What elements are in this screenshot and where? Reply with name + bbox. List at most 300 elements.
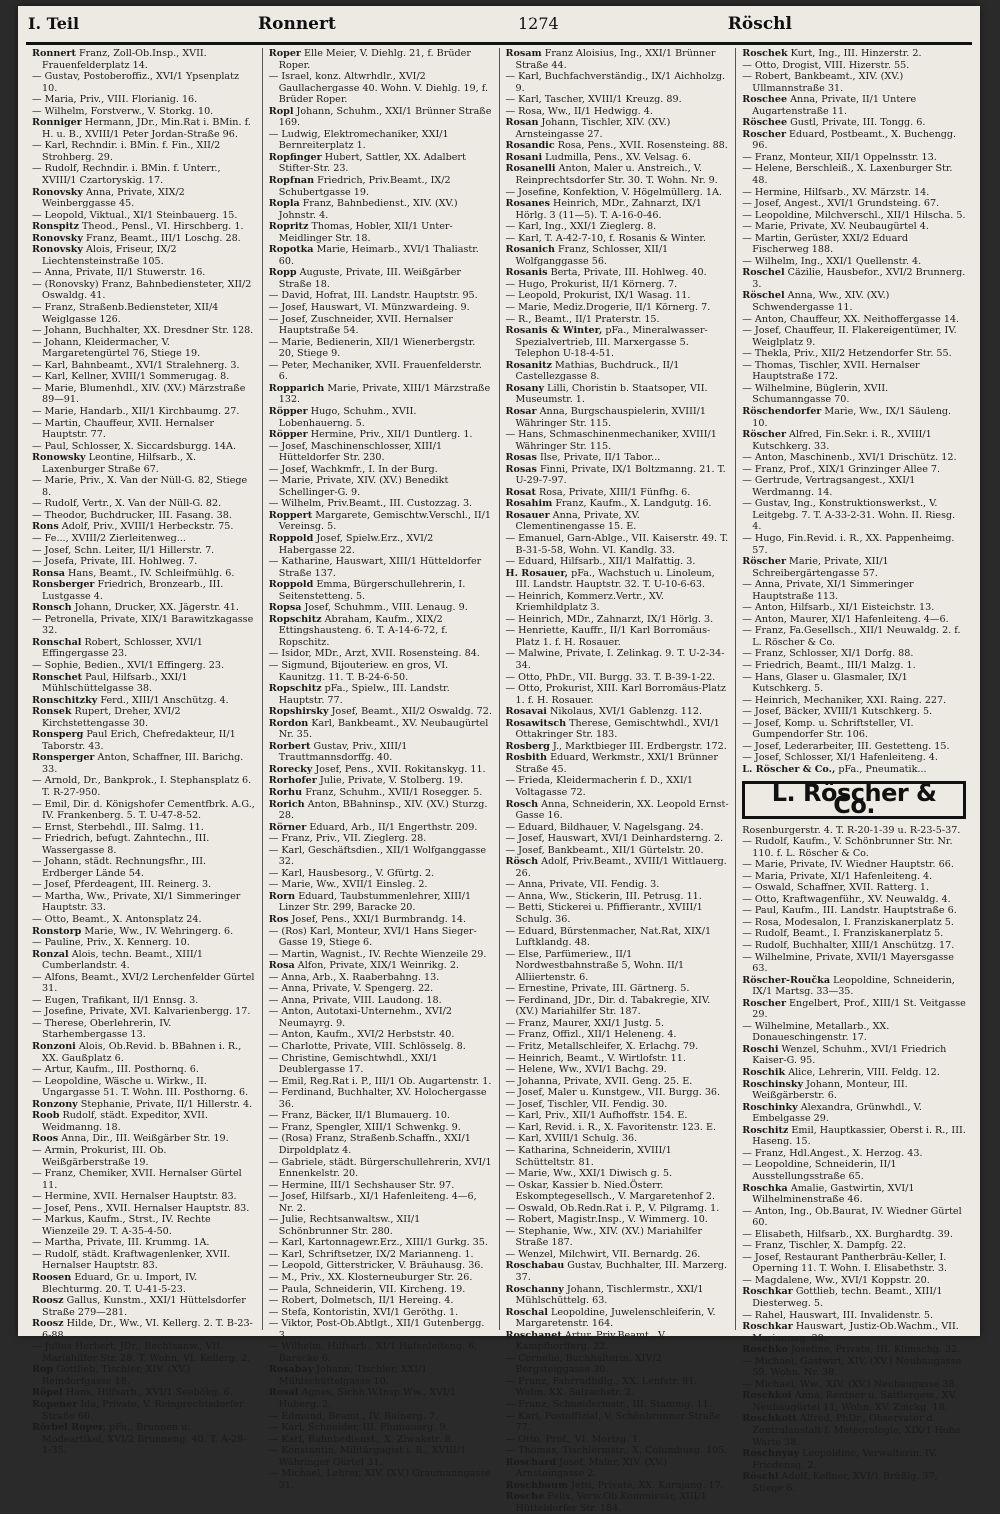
directory-entry (742, 429, 966, 452)
entry-details: — Anna, Private, II/1 Stuwerstr. 16. (32, 267, 206, 279)
entry-surname: Roosen (32, 1271, 72, 1283)
directory-entry (32, 163, 256, 186)
directory-entry (742, 894, 966, 906)
entry-details: Paul Erich, Chefredakteur, II/1 Taborstr. 43. (42, 729, 236, 752)
directory-entry (269, 602, 493, 614)
directory-entry (32, 660, 256, 672)
entry-details: Anna, Rentner u. Sattlergew., XV. Neubaugürtel 11, Wohn. XV. Zinckg. 18. (752, 1390, 957, 1413)
directory-entry (742, 1344, 966, 1356)
directory-entry (742, 1067, 966, 1079)
entry-surname: Rosberg (505, 740, 550, 752)
directory-entry (742, 905, 966, 917)
entry-surname: Ronovsky (32, 232, 83, 244)
entry-details: — Stephanie, Ww., XIV. (XV.) Mariahilfer Straße 187. (505, 1225, 703, 1249)
directory-entry (742, 1148, 966, 1160)
entry-details: — Anna, Arb., X. Raaberbahng. 13. (268, 971, 440, 983)
entry-details: — Marie, Bedienerin, XII/1 Wienerbergstr. 20, Stiege 9. (268, 336, 476, 360)
entry-details: — Hans, Schmaschinenmechaniker, XVIII/1 Währinger Str. 115. (505, 429, 717, 452)
directory-entry (506, 383, 730, 406)
directory-entry (506, 902, 730, 925)
entry-details: Nikolaus, XVI/1 Gablenzg. 112. (546, 706, 703, 718)
entry-surname: Roosz (32, 1295, 64, 1307)
entry-details: — Sophie, Bedien., XVI/1 Effingerg. 23. (32, 659, 225, 671)
directory-entry (32, 533, 256, 545)
entry-details: pFa., Pneumatik... (835, 763, 927, 775)
entry-details: — Marie, Ww., XXI/1 Diwisch g. 5. (505, 1168, 672, 1180)
directory-entry (32, 1364, 256, 1387)
directory-entry (742, 452, 966, 464)
entry-surname: Ropsa (268, 602, 302, 614)
entry-surname: Röpper (268, 429, 308, 441)
entry-details: Anna, Burgschauspielerin, XVIII/1 Währinger Str. 115. (515, 405, 706, 429)
directory-entry (506, 117, 730, 140)
directory-entry (742, 1125, 966, 1148)
entry-details: Alois, Friseur, IX/2 Liechtensteinstraße 105. (42, 244, 177, 267)
entry-details: — Julius Herbert, JDr., Rechtsanw., VII. Mariahilfer Str. 28. T. Wohn. VI. Kellerg. 2. (32, 1341, 251, 1364)
entry-details: — Karl, T. A-42-7-10, f. Rosanis & Winter. (505, 232, 706, 244)
entry-details: — Eduard, Bürstenmacher, Nat.Rat, XIX/1 Luftklandg. 48. (505, 925, 712, 949)
directory-entry (269, 648, 493, 660)
entry-details: — Otto, Beamt., X. Antonsplatz 24. (32, 914, 202, 926)
directory-entry (32, 383, 256, 406)
entry-details: Gustav, Buchhalter, III. Marzerg. 37. (515, 1260, 728, 1283)
entry-surname: Roschinky (742, 1101, 798, 1113)
entry-surname: Ronovsky (32, 244, 83, 256)
directory-entry (32, 210, 256, 222)
entry-details: — Markus, Kaufm., Strst., IV. Rechte Wienzeile 29. T. A-35-4-50. (32, 1214, 211, 1237)
directory-entry (269, 1422, 493, 1434)
entry-details: — Arnold, Dr., Bankprok., I. Stephansplatz 6. T. R-27-950. (32, 775, 252, 798)
entry-details: — Johann, städt. Rechnungsfhr., III. Erdberger Lände 54. (32, 856, 207, 879)
entry-details: Auguste, Private, III. Weißgärber Straße 18. (278, 267, 462, 290)
directory-entry (742, 498, 966, 533)
entry-surname: Rörner (268, 821, 307, 833)
entry-details: — Wilhelm, Ing., XXI/1 Quellenstr. 4. (742, 255, 922, 267)
directory-entry (32, 914, 256, 926)
entry-details: — Hermine, III/1 Sechshauser Str. 97. (268, 1179, 455, 1191)
entry-details: Marie, Private, XII/1 Schreibergärtengasse 57. (752, 556, 889, 579)
entry-surname: Roschanet (505, 1329, 562, 1341)
entry-details: — Christine, Gemischtwhdl., XXI/1 Deublergasse 17. (268, 1052, 438, 1076)
directory-entry (506, 71, 730, 94)
entry-details: Hermine, Priv., XII/1 Duntlerg. 1. (307, 429, 473, 441)
entry-surname: H. Rosauer, (505, 567, 569, 579)
header-section: I. Teil (28, 14, 80, 33)
entry-details: — Marie, Blumenhdl., XIV. (XV.) Märzstraße 89—91. (32, 382, 246, 406)
entry-details: Paul, Hilfsarb., XXI/1 Mühlschüttelgasse 38. (42, 671, 188, 695)
directory-entry (269, 302, 493, 314)
directory-entry (32, 510, 256, 522)
entry-details: — Martha, Private, III. Krummg. 1A. (32, 1237, 210, 1249)
directory-entry (269, 464, 493, 476)
directory-entry (269, 556, 493, 579)
header-first-entry: Ronnert (258, 14, 336, 34)
advertisement-box: L. Röscher & Co. (742, 781, 966, 818)
entry-details: Friedrich, Bronzearb., III. Lustgasse 4. (42, 579, 224, 602)
directory-entry (269, 129, 493, 152)
directory-entry (269, 914, 493, 926)
directory-entry (506, 198, 730, 221)
entry-details: — Ludwig, Elektromechaniker, XXI/1 Bernreiterplatz 1. (268, 128, 449, 152)
directory-entry (506, 614, 730, 626)
entry-details: — Rudolf, Rechndir. i. BMin. f. Unterr., XVIII/1 Czartoryskig. 17. (32, 163, 221, 187)
entry-surname: Rosas (505, 452, 537, 464)
entry-details: — Heinrich, MDr., Zahnarzt, IX/1 Hörlg. 3. (505, 613, 714, 625)
entry-surname: Ronschet (32, 671, 83, 683)
directory-entry (742, 533, 966, 556)
column-1 (26, 48, 263, 1457)
entry-details: — Karl, Tascher, XVIII/1 Kreuzg. 89. (505, 94, 682, 106)
directory-entry (269, 1029, 493, 1041)
entry-details: Therese, Gemischtwhdl., XVI/1 Ottakringer Str. 183. (515, 717, 720, 741)
directory-entry (742, 625, 966, 648)
directory-entry (269, 290, 493, 302)
entry-details: — Friedrich, Beamt., III/1 Malzg. 1. (742, 659, 916, 671)
entry-surname: Roosz (32, 1318, 64, 1330)
entry-details: — Else, Parfümeriew., II/1 Nordwestbahnstraße 5, Wohn. II/1 Alliiertenstr. 6. (505, 948, 685, 983)
entry-surname: Rosanitz (505, 359, 552, 371)
entry-details: Hilde, Dr., Ww., VI. Kellerg. 2. T. B-23-6-88. (42, 1318, 253, 1341)
directory-entry (742, 614, 966, 626)
entry-surname: Ropparich (268, 382, 325, 394)
entry-details: Alois, techn. Beamt., XIII/1 Cumberlandstr. 4. (42, 948, 204, 972)
entry-details: Johann, Tischlermstr., XXI/1 Mühlschüttelg. 63. (515, 1283, 704, 1307)
entry-details: Anton, Schaffner, III. Barichg. 33. (42, 752, 244, 775)
directory-entry (506, 290, 730, 302)
entry-surname: Ropritz (268, 221, 309, 233)
directory-entry (32, 602, 256, 614)
entry-details: — Franz, Fahrradhdlg., XX. Lenfstr. 81. Wohn. XX. Salzachstr. 2. (505, 1375, 698, 1399)
entry-details: — Franz, Schlosser, XI/1 Dorfg. 88. (742, 648, 914, 660)
entry-surname: Roschkoi (742, 1390, 792, 1402)
directory-entry (32, 1237, 256, 1249)
entry-details: — Josef, Pferdeagent, III. Reinerg. 3. (32, 879, 212, 891)
entry-details: Franz, Kaufm., X. Landgutg. 16. (552, 498, 712, 510)
entry-details: — Michael, Gastwirt, XIV. (XV.) Neubaugasse 59. Wohn. Nr. 38. (742, 1355, 962, 1379)
entry-surname: Rosche (505, 1491, 545, 1503)
directory-entry (32, 498, 256, 510)
entry-surname: Ronzal (32, 948, 69, 960)
entry-details: Berta, Private, III. Hohlweg. 40. (547, 267, 707, 279)
entry-details: — Anton, Kaufm., XVI/2 Herbststr. 40. (268, 1029, 455, 1041)
directory-entry (742, 579, 966, 602)
entry-surname: Röscher (742, 429, 786, 441)
directory-entry (269, 1041, 493, 1053)
entry-details: — Michael, Lehrer, XIV. (XV.) Graumanngasse 31. (268, 1468, 491, 1491)
entry-details: — Hermine, Hilfsarb., XV. Märzstr. 14. (742, 186, 930, 198)
entry-details: — Rosa, Modesalon, I. Franziskanerplatz 5. (742, 916, 954, 928)
directory-entry (32, 1099, 256, 1111)
entry-details: — Rahel, Hauswart, III. Invalidenstr. 5. (742, 1309, 934, 1321)
entry-details: — Konstantin, Militärgagist i. R., XVIII/1 Währinger Gürtel 31. (268, 1445, 467, 1468)
directory-entry (32, 71, 256, 94)
directory-entry (269, 1006, 493, 1029)
directory-entry (269, 1307, 493, 1319)
entry-surname: Rosahim (505, 498, 553, 510)
directory-entry (269, 1387, 493, 1410)
directory-entry (269, 983, 493, 995)
entry-details: — Marie, Private, XV. Neubaugürtel 4. (742, 221, 929, 233)
entry-details: — Karl, Kellner, XVIII/1 Sommerugag. 8. (32, 371, 230, 383)
entry-details: Finni, Private, IX/1 Boltzmanng. 21. T. U-29-7-97. (515, 463, 726, 487)
entry-surname: Roschee (742, 94, 788, 106)
entry-details: — Eduard, Hilfsarb., XII/1 Malfattig. 3. (505, 556, 696, 568)
entry-surname: Roschka (742, 1182, 788, 1194)
entry-details: — Peter, Mechaniker, XVII. Frauenfelderstr. 6. (268, 359, 482, 383)
entry-surname: Rosch (505, 798, 539, 810)
directory-entry (506, 1168, 730, 1180)
entry-details: Leopoldine, Juwelenschleiferin, V. Margaretenstr. 164. (515, 1306, 716, 1330)
entry-details: — Otto, Prof., VI. Morizg. 1. (505, 1433, 642, 1445)
entry-details: — Karl, Kartonnagewr.Erz., XIII/1 Gurkg. 35. (268, 1237, 488, 1249)
directory-entry (269, 1157, 493, 1180)
entry-details: Robert, Schlosser, XVI/1 Effingergasse 23. (42, 636, 203, 660)
directory-entry (269, 383, 493, 406)
directory-entry (742, 267, 966, 290)
directory-entry (32, 1110, 256, 1133)
entry-details: — Karl, Schneider, III. Plumauerg. 9. (268, 1422, 449, 1434)
directory-entry (32, 637, 256, 660)
directory-entry (269, 475, 493, 498)
entry-details: — Karl, Bahnbedienst., X. Ziwakstr. 8. (268, 1433, 454, 1445)
entry-surname: Rosas (505, 463, 537, 475)
entry-surname: Roschinsky (742, 1078, 804, 1090)
entry-details: — Viktor, Post-Ob.Abtlgt., XII/1 Gutenbergg. 3. (268, 1318, 485, 1341)
directory-entry (32, 406, 256, 418)
entry-surname: Roschi (742, 1043, 779, 1055)
entry-details: — Gustav, Ing., Konstruktionswerkst., V. Leitgebg. 7. T. A-33-2-31. Wohn. II. Riesg. 4. (742, 498, 956, 533)
entry-surname: Roppold (268, 532, 314, 544)
entry-details: — Franz, Schneidermstr., III. Stammg. 11. (505, 1398, 712, 1410)
entry-surname: Roob (32, 1110, 60, 1122)
directory-entry (269, 267, 493, 290)
directory-entry (506, 983, 730, 995)
directory-entry (506, 1087, 730, 1099)
entry-details: — Rudolf, Vertr., X. Van der Nüll-G. 82. (32, 498, 222, 510)
directory-entry (32, 106, 256, 118)
entry-surname: Rörbel Roper, (32, 1422, 107, 1434)
directory-entry (742, 290, 966, 313)
directory-entry (742, 1229, 966, 1241)
entry-details: — Leopold, Viktual., XI/1 Steinbauerg. 15. (32, 209, 238, 221)
entry-surname: Rorich (268, 798, 305, 810)
directory-entry (742, 975, 966, 998)
entry-surname: Roschkar (742, 1286, 793, 1298)
directory-entry (742, 602, 966, 614)
entry-details: — Friedrich, befugt. Zahntechn., III. Wassergasse 8. (32, 833, 210, 856)
entry-surname: Rösch (505, 856, 539, 868)
entry-details: Josef, Beamt., XII/2 Oswaldg. 72. (328, 706, 492, 718)
directory-entry (742, 1471, 966, 1494)
directory-entry (742, 1044, 966, 1067)
entry-details: — Franz, Fa.Gesellsch., XII/1 Neuwaldg. 2. f. L. Röscher & Co. (742, 625, 961, 648)
entry-surname: Roschitz (742, 1124, 789, 1136)
entry-details: — Oswald, Ob.Redn.Rat i. P., V. Pilgramg. 1. (505, 1202, 720, 1214)
directory-entry (269, 799, 493, 822)
directory-entry (269, 764, 493, 776)
directory-entry (269, 1110, 493, 1122)
directory-entry (506, 221, 730, 233)
directory-entry (506, 1434, 730, 1446)
directory-entry (742, 1021, 966, 1044)
entry-surname: Ronsperger (32, 752, 95, 764)
directory-entry (32, 752, 256, 775)
directory-entry (506, 1226, 730, 1249)
entry-surname: Ropotka (268, 244, 314, 256)
directory-entry (742, 952, 966, 975)
directory-entry (269, 1272, 493, 1284)
entry-details: — Rosa, Ww., II/1 Hedwigg. 4. (505, 105, 653, 117)
entry-details: — Thomas, Tischler, XVII. Hernalser Hauptstraße 172. (742, 359, 920, 383)
entry-details: Leopoldine, Verwalterin, IV. Friedensg. 2. (752, 1448, 938, 1471)
entry-surname: Ropener (32, 1398, 78, 1410)
directory-entry (506, 1445, 730, 1457)
entry-details: — Cornelie, Buchhalterin, XIV/2 Bergsteiggasse 30. (505, 1352, 662, 1376)
directory-entry (269, 787, 493, 799)
entry-details: — Otto, PhDr., VII. Burgg. 33. T. B-39-1-22. (505, 671, 716, 683)
entry-details: pFa., Mineralwasser-Spezialvertrieb, III. Marxergasse 5. Telephon U-18-4-51. (515, 325, 708, 360)
entry-details: Ferd., XIII/1 Anschützg. 4. (97, 694, 229, 706)
entry-details: — Israel, konz. Altwrhdlr., XVI/2 Gaullachergasse 40. Wohn. V. Diehlg. 19, f. Brüder Roper. (268, 71, 489, 106)
entry-details: — Thekla, Priv., XII/2 Hetzendorfer Str. 55. (742, 348, 952, 360)
directory-entry (32, 418, 256, 441)
entry-details: — Edmund, Beamt., IV. Rainerg. 7. (268, 1410, 438, 1422)
entry-details: — Heinrich, Kommerz.Vertr., XV. Kriemhildplatz 3. (505, 590, 664, 614)
directory-entry (506, 856, 730, 879)
directory-entry (506, 822, 730, 834)
entry-surname: Roschbaum (505, 1479, 569, 1491)
entry-details: Johann, Monteur, III. Weißgärberstr. 6. (752, 1078, 908, 1102)
directory-entry (742, 998, 966, 1021)
directory-entry (742, 660, 966, 672)
directory-entry (742, 221, 966, 233)
directory-entry (742, 1252, 966, 1275)
entry-details: Eduard, Taubstummenlehrer, XIII/1 Linzer Str. 299, Baracke 20. (278, 890, 472, 914)
entry-details: — Magdalene, Ww., XVI/1 Koppstr. 20. (742, 1274, 930, 1286)
entry-details: — Franz, Bäcker, II/1 Blumauerg. 10. (268, 1110, 450, 1122)
entry-details: Johann, Schuhm., XXI/1 Brünner Straße 169. (278, 105, 492, 129)
directory-entry (269, 441, 493, 464)
entry-details: Leontine, Hilfsarb., X. Laxenburger Straße 67. (42, 452, 197, 475)
entry-details: Anna, Private, XIX/2 Weinberggasse 45. (42, 186, 185, 210)
directory-entry (506, 926, 730, 949)
entry-details: Hauswart, Justiz-Ob.Wachm., VII. Mariannag. 38. (752, 1321, 959, 1344)
directory-entry (506, 233, 730, 245)
entry-details: — Theodor, Buchdrucker, III. Fasang. 38. (32, 509, 232, 521)
entry-details: Franz Aloisius, Ing., XXI/1 Brünner Straße 44. (515, 48, 716, 71)
entry-details: Gustl, Private, III. Tongg. 6. (787, 117, 926, 129)
directory-entry (32, 856, 256, 879)
entry-details: Josef, Pens., XXI/1 Burmbrandg. 14. (288, 914, 467, 926)
directory-entry (506, 1307, 730, 1330)
entry-surname: Roos (32, 1133, 59, 1145)
entry-details: — Franz, Maurer, XXI/1 Justg. 5. (505, 1017, 665, 1029)
entry-details: Lilli, Choristin b. Staatsoper, VII. Museumstr. 1. (515, 382, 708, 406)
entry-details: — Artur, Kaufm., III. Posthornq. 6. (32, 1064, 199, 1076)
entry-details: Rudolf, städt. Expeditor, XVII. Weidmanng. 18. (42, 1110, 208, 1133)
entry-details: — Karl, Priv., XII/1 Aufhoffstr. 154. E. (505, 1110, 688, 1122)
directory-entry (32, 1191, 256, 1203)
entry-surname: Rop (32, 1364, 54, 1376)
directory-entry (269, 1191, 493, 1214)
directory-entry (742, 1102, 966, 1125)
directory-entry (269, 822, 493, 834)
entry-surname: Roschkar (742, 1321, 793, 1333)
directory-entry (742, 1390, 966, 1413)
directory-entry (269, 949, 493, 961)
directory-entry (742, 475, 966, 498)
directory-entry (506, 1284, 730, 1307)
directory-entry (32, 187, 256, 210)
directory-entry (506, 302, 730, 314)
directory-entry (269, 845, 493, 868)
directory-entry (269, 891, 493, 914)
entry-details: — Anton, Ing., Ob.Baurat, IV. Wiedner Gürtel 60. (742, 1205, 962, 1229)
directory-entry (32, 799, 256, 822)
directory-entry (269, 510, 493, 533)
entry-details: Ida, Private, V. Reinprechtsdorfer Straße 60. (42, 1398, 244, 1422)
entry-details: — Otto, Kraftwagenführ., XV. Neuwaldg. 4. (742, 893, 951, 905)
entry-details: — Marie, Ww., XVII/1 Einsleg. 2. (268, 879, 428, 891)
entry-details: — Josefine, Private, XVI. Kalvarienbergg. 17. (32, 1006, 251, 1018)
entry-details: — Ernst, Sterbehdl., III. Salmg. 11. (32, 821, 204, 833)
directory-entry (32, 729, 256, 752)
directory-entry (742, 71, 966, 94)
entry-details: — Rudolf, Beamt., I. Franziskanerplatz 5. (742, 928, 944, 940)
entry-details: Agnes, Sichh.W.Insp.Ww., XVI/1 Huberg. 2. (278, 1387, 457, 1410)
directory-entry (742, 187, 966, 199)
directory-entry (32, 1341, 256, 1364)
directory-entry (506, 429, 730, 452)
entry-details: — Emil, Dir. d. Königshofer Cementfbrk. A.G., IV. Frankenberg. 5. T. U-47-8-52. (32, 798, 255, 822)
entry-surname: Rosanelli (505, 163, 556, 175)
directory-entry (269, 1076, 493, 1088)
directory-entry (506, 498, 730, 510)
directory-entry (506, 187, 730, 199)
directory-entry (32, 1041, 256, 1064)
directory-entry (32, 1272, 256, 1295)
directory-entry (32, 1214, 256, 1237)
directory-entry (32, 244, 256, 267)
entry-details: Hans, Beamt., IV. Schleifmühlg. 6. (64, 567, 235, 579)
entry-details: — Karl, Schriftsetzer, IX/2 Marianneng. 1. (268, 1248, 474, 1260)
entry-details: Anna, Private, II/1 Untere Augartenstraße 11. (752, 94, 917, 117)
entry-surname: Rosauer (505, 509, 550, 521)
entry-details: — Wilhelm, Hilfsarb., XI/1 Hafenleiteng. 6, Baracke 6. (268, 1341, 478, 1364)
directory-entry (32, 891, 256, 914)
directory-entry (506, 360, 730, 383)
entry-details: — Josef, Hilfsarb., XI/1 Hafenleiteng. 4—6, Nr. 2. (268, 1191, 477, 1214)
entry-details: — Marie, Priv., X. Van der Nüll-G. 82, Stiege 8. (32, 475, 248, 498)
entry-details: — Hermine, XVII. Hernalser Hauptstr. 83. (32, 1191, 237, 1203)
directory-entry (506, 106, 730, 118)
directory-entry (506, 325, 730, 360)
directory-entry (742, 1379, 966, 1391)
entry-details: Eduard, Gr. u. Import, IV. Blechturmg. 20. T. U-41-5-23. (42, 1271, 198, 1295)
directory-entry (506, 1249, 730, 1261)
directory-entry (742, 256, 966, 268)
entry-details: Gottlieb, techn. Beamt., XIII/1 Diesterweg. 5. (752, 1286, 943, 1309)
entry-details: Anna, Ww., XIV. (XV.) Schwendergasse 11. (752, 290, 890, 314)
directory-entry (742, 210, 966, 222)
entry-surname: Rosanis & Winter, (505, 325, 603, 337)
entry-details: — Josef, Komp. u. Schriftsteller, VI. Gumpendorfer Str. 106. (742, 717, 914, 741)
entry-details: Marie, Ww., IX/1 Säuleng. 10. (752, 405, 952, 429)
directory-entry (506, 1041, 730, 1053)
directory-entry (742, 695, 966, 707)
entry-details: — Robert, Magistr.Insp., V. Wimmerg. 10. (505, 1214, 708, 1226)
directory-entry (269, 360, 493, 383)
